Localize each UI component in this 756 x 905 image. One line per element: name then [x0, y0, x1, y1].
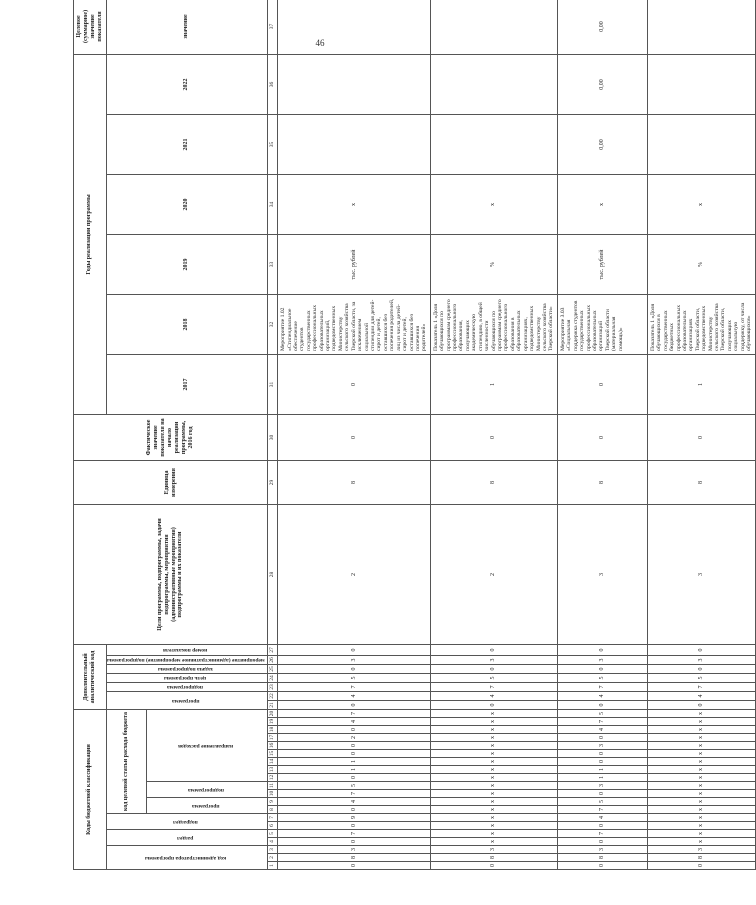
- admin-code-header: код администратора программы: [106, 846, 268, 870]
- ac-goal-header: цель программы: [106, 674, 268, 683]
- budget-code-digit: х: [647, 822, 755, 830]
- column-number: 19: [268, 718, 278, 726]
- column-number: 15: [268, 750, 278, 758]
- budget-code-digit: 1: [278, 766, 431, 774]
- budget-code-digit: х: [430, 814, 557, 822]
- analytic-code-digit: 4: [278, 692, 431, 701]
- budget-code-digit: 7: [557, 718, 647, 726]
- analytic-code-digit: 8: [557, 460, 647, 504]
- budget-code-digit: х: [647, 766, 755, 774]
- year-value: [278, 54, 431, 114]
- fact-header: Фактическое значение показателя на начало реализации программы, 2016 год: [74, 414, 268, 460]
- budget-code-digit: 0: [278, 822, 431, 830]
- column-number: 9: [268, 798, 278, 806]
- analytic-code-digit: 7: [430, 683, 557, 692]
- budget-code-digit: 8: [430, 854, 557, 862]
- analytic-code-digit: 0: [647, 665, 755, 674]
- program-code-header: программа: [146, 798, 267, 814]
- row-fact-value: х: [278, 174, 431, 234]
- ac-subprogram-header: подпрограмма: [106, 683, 268, 692]
- subsection-header: подраздел: [106, 814, 268, 830]
- row-fact-value: х: [430, 174, 557, 234]
- budget-code-digit: х: [647, 806, 755, 814]
- analytic-code-digit: 0: [278, 665, 431, 674]
- budget-code-digit: 0: [278, 806, 431, 814]
- budget-code-digit: 7: [278, 790, 431, 798]
- year-value: [430, 114, 557, 174]
- column-number: 8: [268, 806, 278, 814]
- analytic-code-digit: 7: [278, 683, 431, 692]
- budget-code-digit: 7: [557, 806, 647, 814]
- column-number: 6: [268, 822, 278, 830]
- column-number: 18: [268, 726, 278, 734]
- subprogram-code-header: подпрограмма: [146, 782, 267, 798]
- year-2021-header: 2021: [106, 114, 268, 174]
- budget-code-digit: 7: [278, 710, 431, 718]
- budget-code-digit: 0: [278, 838, 431, 846]
- budget-code-digit: х: [430, 798, 557, 806]
- analytic-code-digit: 3: [557, 656, 647, 665]
- table-row: [430, 0, 557, 870]
- analytic-code-digit: 5: [430, 674, 557, 683]
- column-number: 14: [268, 758, 278, 766]
- column-number: 22: [268, 692, 278, 701]
- budget-code-digit: 3: [647, 846, 755, 854]
- budget-code-digit: х: [647, 710, 755, 718]
- year-value: 0,00: [557, 114, 647, 174]
- analytic-code-digit: 1: [430, 354, 557, 414]
- budget-code-digit: 0: [557, 862, 647, 870]
- row-unit: тыс. рублей: [557, 234, 647, 294]
- budget-code-digit: х: [430, 806, 557, 814]
- column-number: 1: [268, 862, 278, 870]
- budget-code-digit: х: [430, 734, 557, 742]
- column-number: 34: [268, 174, 278, 234]
- year-value: [430, 0, 557, 54]
- budget-code-digit: 0: [557, 734, 647, 742]
- direction-code-header: направление расходов: [146, 710, 267, 782]
- budget-code-digit: 1: [557, 774, 647, 782]
- analytic-code-digit: 0: [278, 701, 431, 710]
- budget-code-digit: 0: [278, 774, 431, 782]
- analytic-code-digit: 2: [430, 504, 557, 644]
- ac-task-header: задача подпрограммы: [106, 665, 268, 674]
- budget-code-digit: х: [647, 830, 755, 838]
- ac-indicator-header: номер показателя: [106, 644, 268, 655]
- column-number: 4: [268, 838, 278, 846]
- budget-code-digit: 5: [557, 710, 647, 718]
- column-number: 7: [268, 814, 278, 822]
- analytic-code-digit: 4: [430, 692, 557, 701]
- year-value: [647, 114, 755, 174]
- analytic-code-header: Дополнительный аналитический код: [74, 644, 107, 709]
- analytic-code-digit: 8: [647, 460, 755, 504]
- budget-code-digit: х: [430, 822, 557, 830]
- year-2022-header: 2022: [106, 54, 268, 114]
- budget-code-digit: х: [430, 782, 557, 790]
- analytic-code-digit: 1: [647, 354, 755, 414]
- analytic-code-digit: 7: [647, 683, 755, 692]
- budget-code-digit: х: [430, 838, 557, 846]
- analytic-code-digit: 0: [647, 644, 755, 655]
- budget-code-digit: 1: [278, 758, 431, 766]
- analytic-code-digit: 3: [557, 504, 647, 644]
- analytic-code-digit: 2: [278, 504, 431, 644]
- analytic-code-digit: 8: [278, 460, 431, 504]
- column-number: 35: [268, 114, 278, 174]
- analytic-code-digit: 0: [647, 701, 755, 710]
- analytic-code-digit: 0: [430, 414, 557, 460]
- budget-code-digit: х: [647, 814, 755, 822]
- column-number: 28: [268, 504, 278, 644]
- page-number: 46: [315, 38, 325, 48]
- column-number: 29: [268, 460, 278, 504]
- row-description: Мероприятие 3.03 «Социальная поддержка студентов государственных профессиональных образовательных организаций Тверской области (материальная помощь)»: [557, 294, 647, 354]
- budget-code-digit: 0: [430, 862, 557, 870]
- budget-code-digit: х: [430, 758, 557, 766]
- year-2017-header: 2017: [106, 354, 268, 414]
- description-header: Цели программы, подпрограммы, задачи подпрограммы, мероприятия (административные мероприятия) подпрограммы и их показатели: [74, 504, 268, 644]
- column-number: 21: [268, 701, 278, 710]
- budget-code-digit: х: [430, 726, 557, 734]
- analytic-code-digit: 0: [557, 354, 647, 414]
- row-unit: %: [430, 234, 557, 294]
- budget-code-digit: 0: [278, 726, 431, 734]
- budget-code-digit: 5: [557, 798, 647, 806]
- budget-code-digit: х: [430, 710, 557, 718]
- column-number: 24: [268, 674, 278, 683]
- column-number: 10: [268, 790, 278, 798]
- table-row: [647, 0, 755, 870]
- budget-code-digit: 3: [557, 742, 647, 750]
- budget-code-digit: 7: [557, 830, 647, 838]
- column-number: 33: [268, 234, 278, 294]
- budget-code-digit: 0: [278, 862, 431, 870]
- column-number: 13: [268, 766, 278, 774]
- budget-code-digit: х: [647, 798, 755, 806]
- column-numbers-row: [268, 0, 278, 870]
- analytic-code-digit: 4: [557, 692, 647, 701]
- column-number: 23: [268, 683, 278, 692]
- budget-code-digit: 0: [557, 758, 647, 766]
- analytic-code-digit: 0: [557, 414, 647, 460]
- analytic-code-digit: 0: [557, 701, 647, 710]
- budget-code-digit: 0: [557, 838, 647, 846]
- analytic-code-digit: 3: [430, 656, 557, 665]
- row-description: Показатель 1 «Доля обучающихся в государственных бюджетных профессиональных образовательных организациях Тверской области, подведомственных Министерству сельского хозяйства Тверской области, получающих социальную поддержку, от числа обучающихся»: [647, 294, 755, 354]
- year-2018-header: 2018: [106, 294, 268, 354]
- column-number: 30: [268, 414, 278, 460]
- budget-code-digit: 0: [557, 750, 647, 758]
- budget-code-digit: 9: [278, 814, 431, 822]
- budget-code-digit: 0: [557, 822, 647, 830]
- analytic-code-digit: 7: [557, 683, 647, 692]
- year-value: [647, 0, 755, 54]
- table-row: [278, 0, 431, 870]
- column-number: 12: [268, 774, 278, 782]
- budget-code-digit: х: [647, 838, 755, 846]
- budget-code-digit: 5: [278, 782, 431, 790]
- analytic-code-digit: 0: [430, 644, 557, 655]
- budget-code-digit: х: [430, 774, 557, 782]
- budget-code-digit: х: [430, 766, 557, 774]
- analytic-code-digit: 3: [278, 656, 431, 665]
- budget-codes-header: Коды бюджетной классификации: [74, 710, 107, 870]
- analytic-code-digit: 3: [647, 656, 755, 665]
- expense-item-header: код целевой статьи расхода бюджета: [106, 710, 146, 814]
- year-value: [278, 0, 431, 54]
- analytic-code-digit: 5: [557, 674, 647, 683]
- budget-code-digit: х: [647, 782, 755, 790]
- year-value: 0,00: [557, 54, 647, 114]
- analytic-code-digit: 0: [278, 354, 431, 414]
- column-number: 20: [268, 710, 278, 718]
- budget-code-digit: 8: [557, 854, 647, 862]
- analytic-code-digit: 5: [647, 674, 755, 683]
- analytic-code-digit: 3: [647, 504, 755, 644]
- column-number: 25: [268, 665, 278, 674]
- budget-code-digit: х: [647, 758, 755, 766]
- program-indicators-table: [73, 0, 756, 870]
- budget-code-digit: 4: [557, 814, 647, 822]
- year-2020-header: 2020: [106, 174, 268, 234]
- budget-code-digit: 1: [557, 766, 647, 774]
- analytic-code-digit: 0: [557, 644, 647, 655]
- budget-code-digit: х: [647, 750, 755, 758]
- analytic-code-digit: 5: [278, 674, 431, 683]
- row-description: Мероприятие 1.02 «Стипендиальное обеспечение студентов государственных профессиональных образовательных организаций, подведомственных Министерству сельского хозяйства Тверской области, за исключением социальной стипендии для детей-сирот и детей, оставшихся без попечения родителей, лиц из числа детей-сирот и детей, оставшихся без попечения родителей»: [278, 294, 431, 354]
- column-number: 26: [268, 656, 278, 665]
- landscape-table-sheet: [73, 9, 753, 870]
- year-value: 0,00: [557, 0, 647, 54]
- year-value: [430, 54, 557, 114]
- budget-code-digit: х: [430, 718, 557, 726]
- row-description: Показатель 1 «Доля обучающихся по программам среднего профессионального образования, получающих академическую стипендию, в общей численности обучающихся по программам среднего профессионального образования в образовательных организациях, подведомственных Министерству сельского хозяйства Тверской области»: [430, 294, 557, 354]
- budget-code-digit: х: [430, 790, 557, 798]
- budget-code-digit: 3: [557, 846, 647, 854]
- column-number: 32: [268, 294, 278, 354]
- analytic-code-digit: 0: [278, 414, 431, 460]
- year-value: [278, 114, 431, 174]
- budget-code-digit: х: [647, 742, 755, 750]
- column-number: 3: [268, 846, 278, 854]
- budget-code-digit: 8: [647, 854, 755, 862]
- column-number: 37: [268, 0, 278, 54]
- budget-code-digit: 3: [430, 846, 557, 854]
- unit-header: Единица измерения: [74, 460, 268, 504]
- budget-code-digit: 3: [278, 846, 431, 854]
- budget-code-digit: х: [647, 774, 755, 782]
- target-value-header: значение: [106, 0, 268, 54]
- analytic-code-digit: 0: [430, 665, 557, 674]
- column-number: 11: [268, 782, 278, 790]
- table-row: [557, 0, 647, 870]
- column-number: 27: [268, 644, 278, 655]
- year-2019-header: 2019: [106, 234, 268, 294]
- budget-code-digit: 0: [278, 750, 431, 758]
- budget-code-digit: 0: [557, 790, 647, 798]
- column-number: 31: [268, 354, 278, 414]
- column-number: 36: [268, 54, 278, 114]
- analytic-code-digit: 0: [647, 414, 755, 460]
- row-fact-value: х: [647, 174, 755, 234]
- budget-code-digit: 0: [278, 742, 431, 750]
- analytic-code-digit: 8: [430, 460, 557, 504]
- budget-code-digit: 0: [647, 862, 755, 870]
- year-value: [647, 54, 755, 114]
- budget-code-digit: 4: [557, 726, 647, 734]
- years-header: Годы реализации программы: [74, 54, 107, 414]
- ac-activity-header: мероприятие (административное мероприятие) подпрограммы: [106, 656, 268, 665]
- budget-code-digit: х: [647, 718, 755, 726]
- column-number: 16: [268, 742, 278, 750]
- analytic-code-digit: 0: [430, 701, 557, 710]
- row-fact-value: х: [557, 174, 647, 234]
- budget-code-digit: х: [430, 742, 557, 750]
- row-unit: тыс. рублей: [278, 234, 431, 294]
- budget-code-digit: 3: [557, 782, 647, 790]
- budget-code-digit: 4: [278, 798, 431, 806]
- column-number: 2: [268, 854, 278, 862]
- column-number: 5: [268, 830, 278, 838]
- analytic-code-digit: 0: [278, 644, 431, 655]
- budget-code-digit: 4: [278, 718, 431, 726]
- budget-code-digit: 7: [278, 830, 431, 838]
- budget-code-digit: х: [430, 830, 557, 838]
- budget-code-digit: 2: [278, 734, 431, 742]
- budget-code-digit: х: [647, 790, 755, 798]
- row-unit: %: [647, 234, 755, 294]
- analytic-code-digit: 4: [647, 692, 755, 701]
- column-number: 17: [268, 734, 278, 742]
- budget-code-digit: 8: [278, 854, 431, 862]
- budget-code-digit: х: [647, 734, 755, 742]
- ac-program-header: программа: [106, 692, 268, 710]
- section-header: раздел: [106, 830, 268, 846]
- budget-code-digit: х: [647, 726, 755, 734]
- target-header: Целевое (суммарное) значение показателя: [74, 0, 107, 54]
- budget-code-digit: х: [430, 750, 557, 758]
- analytic-code-digit: 0: [557, 665, 647, 674]
